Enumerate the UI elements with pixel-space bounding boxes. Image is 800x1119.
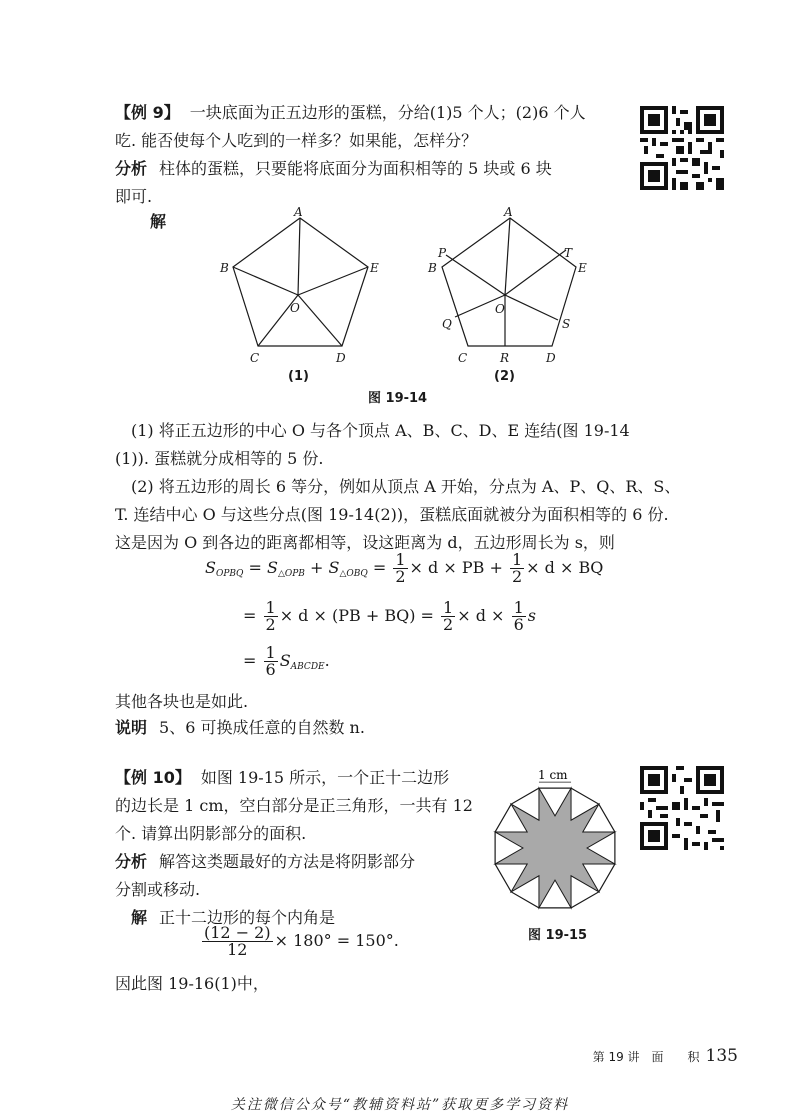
example9-label: 【例 9】 [115, 103, 180, 122]
page-number: 135 [705, 1046, 738, 1066]
note-label: 说明 [115, 718, 148, 737]
example9-solution-label: 解 [150, 212, 167, 231]
dimension-label: 1 cm [538, 768, 568, 782]
example9-analysis-line2: 即可. [115, 187, 153, 206]
note-line: 说明 5、6 可换成任意的自然数 n. [115, 718, 365, 737]
example10-formula: $\frac{(12 - 2)}{12}$ × 180° = 150°. [204, 923, 399, 959]
fig2-label-a: A [504, 205, 513, 219]
fig2-sub-caption: (2) [494, 369, 515, 384]
fig2-label-p: P [438, 246, 447, 260]
figure-19-15-caption: 图 19-15 [528, 928, 588, 943]
example9-question-line2: 吃. 能否使每个人吃到的一样多？如果能，怎样分？ [115, 131, 478, 150]
qr-code-icon [640, 106, 724, 190]
example10-solution-line: 解 正十二边形的每个内角是 [131, 908, 336, 927]
para2-line3: 这是因为 O 到各边的距离都相等，设这距离为 d，五边形周长为 s，则 [115, 533, 615, 552]
fig1-sub-caption: (1) [288, 369, 309, 384]
example9-analysis-line1: 分析 柱体的蛋糕，只要能将底面分为面积相等的 5 块或 6 块 [115, 159, 552, 178]
fig1-label-e: E [370, 261, 379, 275]
fig1-label-a: A [294, 205, 303, 219]
fig2-label-o: O [495, 302, 505, 316]
chapter-title: 第 19 讲 面 积 [592, 1050, 700, 1064]
equation-line1: $S_{OPBQ} = S_{\triangle OPB} + S_{\triangle OBQ}$ = $\frac{1}{2}$ × d × PB + $\frac{1}{2}$ × d × BQ [205, 550, 604, 586]
example10-question-line1: 【例 10】 如图 19-15 所示，一个正十二边形 [115, 768, 450, 787]
example10-analysis-label: 分析 [115, 852, 148, 871]
example9-analysis-label: 分析 [115, 159, 148, 178]
example10-label: 【例 10】 [115, 768, 191, 787]
fig2-label-d: D [546, 351, 556, 365]
example10-solution-label: 解 [131, 908, 148, 927]
example10-analysis-line2: 分割或移动. [115, 880, 201, 899]
figure-19-14-caption: 图 19-14 [368, 391, 428, 406]
fig1-label-b: B [220, 261, 229, 275]
footer-watermark-note: 关注微信公众号“教辅资料站”获取更多学习资料 [230, 1097, 570, 1113]
example10-question-line2: 的边长是 1 cm，空白部分是正三角形，一共有 12 [115, 796, 473, 815]
para1-line1: (1) 将正五边形的中心 O 与各个顶点 A、B、C、D、E 连结(图 19-14 [131, 421, 630, 440]
pentagon-1 [233, 218, 368, 346]
page-footer [593, 1046, 738, 1066]
fig2-label-s: S [562, 317, 571, 331]
example9-question-line1: 【例 9】 一块底面为正五边形的蛋糕，分给(1)5 个人；(2)6 个人 [115, 103, 586, 122]
para1-line2: (1)). 蛋糕就分成相等的 5 份. [115, 449, 324, 468]
fig2-label-e: E [578, 261, 587, 275]
example10-analysis-line1: 分析 解答这类题最好的方法是将阴影部分 [115, 852, 416, 871]
equation-line3: = $\frac{1}{6}$ $S_{ABCDE}$. [243, 643, 330, 679]
figure-19-14 [210, 200, 600, 385]
fig1-label-d: D [336, 351, 346, 365]
equation-line2: = $\frac{1}{2}$ × d × (PB + BQ) = $\frac{1}{2}$ × d × $\frac{1}{6}$ s [243, 598, 536, 634]
para2-line1: (2) 将五边形的周长 6 等分，例如从顶点 A 开始，分点为 A、P、Q、R、S、 [131, 477, 681, 496]
fig2-label-c: C [458, 351, 468, 365]
figure-19-15 [490, 764, 620, 914]
para2-line2: T. 连结中心 O 与这些分点(图 19-14(2))，蛋糕底面就被分为面积相等的 6 份. [115, 505, 669, 524]
example10-after: 因此图 19-16(1)中， [115, 974, 269, 993]
fig2-label-r: R [500, 351, 510, 365]
conclusion: 其他各块也是如此. [115, 692, 249, 711]
fig1-label-c: C [250, 351, 260, 365]
fig2-label-t: T [564, 246, 573, 260]
fig2-label-b: B [428, 261, 437, 275]
fig2-label-q: Q [442, 317, 452, 331]
example10-question-line3: 个. 请算出阴影部分的面积. [115, 824, 307, 843]
qr-code-icon [640, 766, 724, 850]
fig1-label-o: O [290, 301, 300, 315]
